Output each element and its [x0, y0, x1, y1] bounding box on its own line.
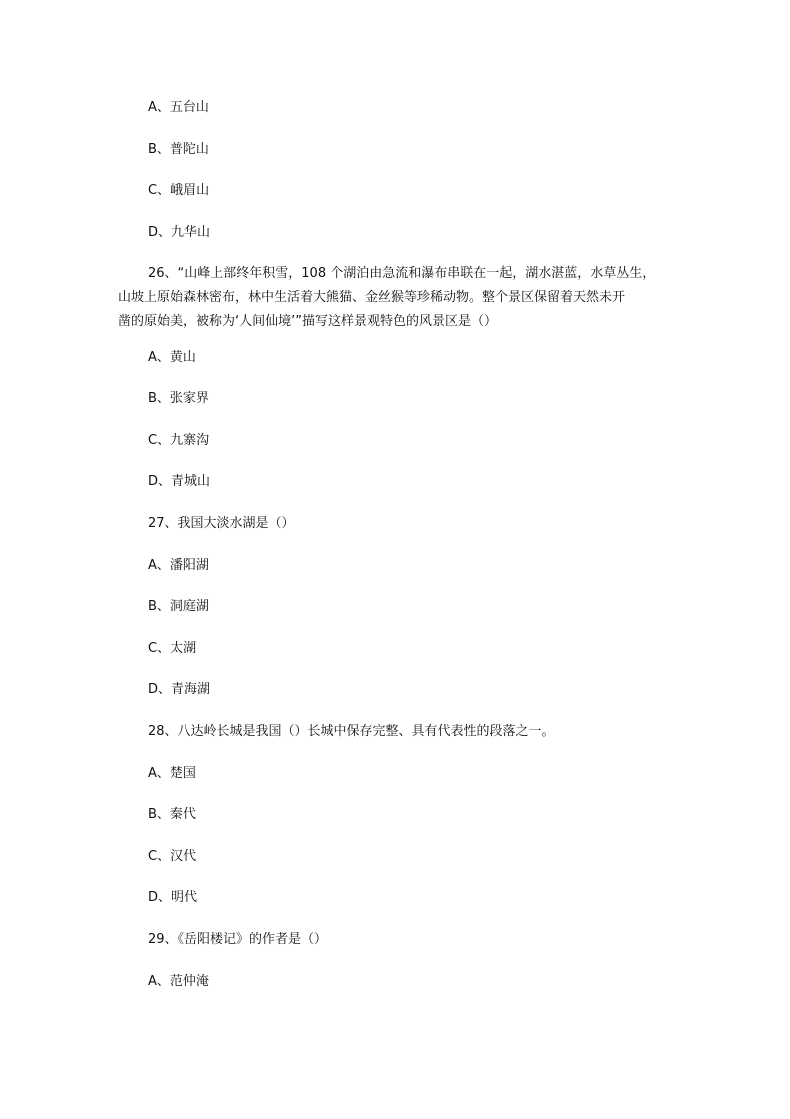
option-d: D、九华山: [148, 225, 211, 240]
q27-option-d: D、青海湖: [148, 682, 211, 697]
q26-option-a: A、黄山: [148, 350, 196, 365]
question-26-line-2: 山坡上原始森林密布，林中生活着大熊猫、金丝猴等珍稀动物。整个景区保留着天然未开: [118, 290, 626, 305]
q27-option-b: B、洞庭湖: [148, 599, 209, 614]
q28-option-b: B、秦代: [148, 807, 196, 822]
q27-option-c: C、太湖: [148, 641, 197, 656]
q28-option-d: D、明代: [148, 890, 198, 905]
question-29: 29、《岳阳楼记》的作者是（）: [148, 932, 328, 947]
option-a: A、五台山: [148, 100, 209, 115]
question-26-line-1: 26、“山峰上部终年积雪，108 个湖泊由急流和瀑布串联在一起，湖水湛蓝，水草丛生，: [148, 266, 656, 281]
question-28: 28、八达岭长城是我国（）长城中保存完整、具有代表性的段落之一。: [148, 724, 555, 739]
option-b: B、普陀山: [148, 142, 209, 157]
q26-option-c: C、九寨沟: [148, 433, 210, 448]
q29-option-a: A、范仲淹: [148, 974, 209, 989]
question-26: [118, 262, 678, 334]
option-c: C、峨眉山: [148, 183, 210, 198]
q28-option-c: C、汉代: [148, 849, 197, 864]
q26-option-d: D、青城山: [148, 474, 211, 489]
question-26-line-3: 凿的原始美，被称为‘人间仙境’”描写这样景观特色的风景区是（）: [118, 314, 497, 329]
q28-option-a: A、楚国: [148, 766, 196, 781]
q26-option-b: B、张家界: [148, 391, 209, 406]
question-27: 27、我国大淡水湖是（）: [148, 516, 295, 531]
q27-option-a: A、潘阳湖: [148, 558, 209, 573]
